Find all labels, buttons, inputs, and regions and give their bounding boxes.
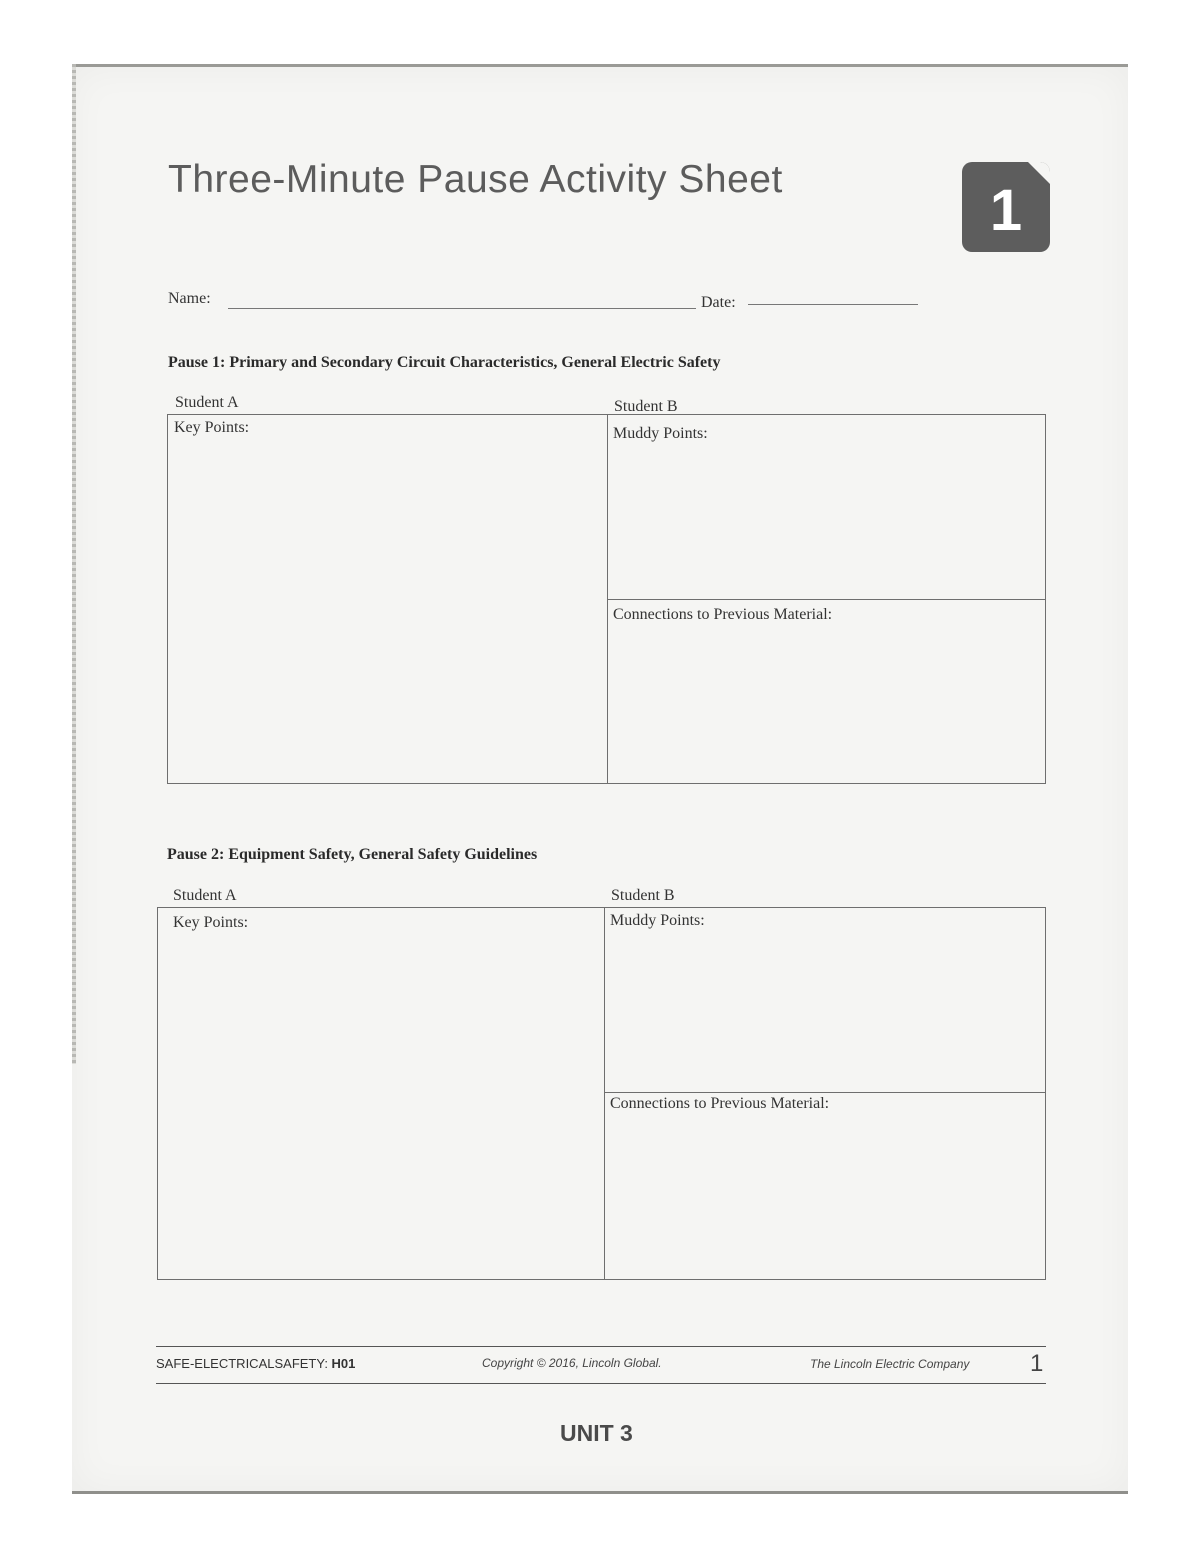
page-title: Three-Minute Pause Activity Sheet bbox=[168, 158, 783, 201]
pause-2-table bbox=[157, 907, 1046, 1280]
pause-2-connections-label: Connections to Previous Material: bbox=[610, 1095, 830, 1112]
pause-1-connections-label: Connections to Previous Material: bbox=[613, 606, 833, 623]
footer-bottom-rule bbox=[156, 1383, 1046, 1384]
pause-2-student-a-label: Student A bbox=[173, 887, 237, 904]
pause-1-muddy-points-label: Muddy Points: bbox=[613, 425, 708, 442]
company-name: The Lincoln Electric Company bbox=[810, 1357, 970, 1371]
pause-2-muddy-points-label: Muddy Points: bbox=[610, 912, 705, 929]
unit-badge-number: 1 bbox=[989, 178, 1023, 243]
pause-1-table bbox=[167, 414, 1046, 784]
pause-2-key-points-label: Key Points: bbox=[173, 914, 249, 931]
pause-2-title: Pause 2: Equipment Safety, General Safety Guidelines bbox=[167, 846, 538, 863]
date-field[interactable] bbox=[748, 304, 918, 305]
page-number: 1 bbox=[1030, 1350, 1044, 1377]
paper-edge bbox=[72, 64, 76, 1064]
pause-1-key-points-label: Key Points: bbox=[174, 419, 250, 436]
unit-badge bbox=[962, 162, 1050, 252]
pause-2-key-points-box[interactable] bbox=[158, 908, 605, 1279]
pause-2-muddy-points-box[interactable] bbox=[604, 908, 1045, 1093]
name-field[interactable] bbox=[228, 308, 696, 309]
pause-2-connections-box[interactable] bbox=[604, 1093, 1045, 1279]
pause-1-student-a-label: Student A bbox=[175, 394, 239, 411]
footer-top-rule bbox=[156, 1346, 1046, 1347]
pause-1-muddy-points-box[interactable] bbox=[607, 415, 1045, 600]
pause-2-student-b-label: Student B bbox=[611, 887, 675, 904]
pause-1-connections-box[interactable] bbox=[607, 600, 1045, 783]
pause-1-student-b-label: Student B bbox=[614, 398, 678, 415]
unit-label: UNIT 3 bbox=[560, 1420, 633, 1446]
name-label: Name: bbox=[168, 290, 211, 307]
date-label: Date: bbox=[701, 294, 736, 311]
pause-1-title: Pause 1: Primary and Secondary Circuit Characteristics, General Electric Safety bbox=[168, 354, 721, 371]
pause-1-key-points-box[interactable] bbox=[168, 415, 608, 783]
document-code-id: H01 bbox=[331, 1356, 356, 1371]
copyright-text: Copyright © 2016, Lincoln Global. bbox=[482, 1356, 662, 1370]
document-code bbox=[156, 1356, 355, 1371]
document-code-prefix: SAFE-ELECTRICALSAFETY: bbox=[156, 1356, 332, 1371]
